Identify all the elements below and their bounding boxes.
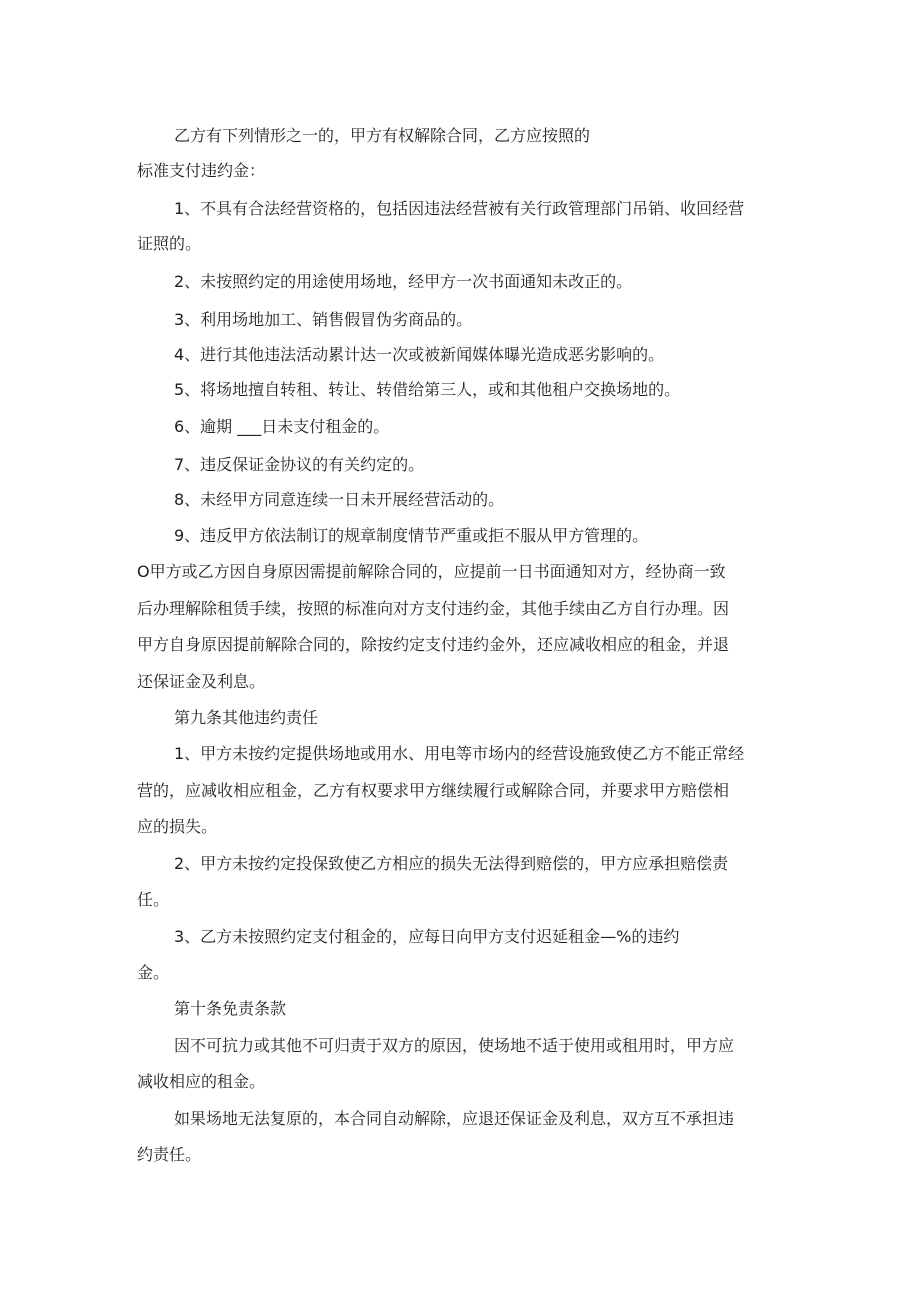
text-line: 1、甲方未按约定提供场地或用水、用电等市场内的经营设施致使乙方不能正常经 [174, 744, 745, 763]
text-line: 3、乙方未按照约定支付租金的，应每日向甲方支付迟延租金—%的违约 [174, 927, 680, 946]
text-line: 8、未经甲方同意连续一日未开展经营活动的。 [174, 490, 505, 509]
section-heading: 第九条其他违约责任 [174, 708, 319, 727]
text-line: 2、未按照约定的用途使用场地，经甲方一次书面通知未改正的。 [174, 272, 633, 291]
text-line: 4、进行其他违法活动累计达一次或被新闻媒体曝光造成恶劣影响的。 [174, 345, 665, 364]
text-line: 因不可抗力或其他不可归责于双方的原因，使场地不适于使用或租用时，甲方应 [174, 1036, 735, 1055]
text-line: 金。 [137, 963, 170, 982]
text-line: 应的损失。 [137, 817, 218, 836]
text-line: 证照的。 [137, 234, 202, 253]
text-line: 6、逾期 ___日未支付租金的。 [174, 417, 390, 436]
text-line: 如果场地无法复原的，本合同自动解除，应退还保证金及利息，双方互不承担违 [174, 1109, 735, 1128]
text-line: 2、甲方未按约定投保致使乙方相应的损失无法得到赔偿的，甲方应承担赔偿责 [174, 854, 729, 873]
text-line: 7、违反保证金协议的有关约定的。 [174, 455, 425, 474]
text-line: 3、利用场地加工、销售假冒伪劣商品的。 [174, 310, 473, 329]
section-heading: 第十条免责条款 [174, 999, 287, 1018]
text-line: 任。 [137, 890, 170, 909]
text-line: 约责任。 [137, 1145, 202, 1164]
text-line: 后办理解除租赁手续，按照的标准向对方支付违约金，其他手续由乙方自行办理。因 [137, 599, 730, 618]
text-line: 标准支付违约金： [137, 161, 266, 180]
text-line: 甲方自身原因提前解除合同的，除按约定支付违约金外，还应减收相应的租金，并退 [137, 635, 730, 654]
text-line: 1、不具有合法经营资格的，包括因违法经营被有关行政管理部门吊销、收回经营 [174, 199, 745, 218]
text-line: 还保证金及利息。 [137, 672, 266, 691]
text-line: O甲方或乙方因自身原因需提前解除合同的，应提前一日书面通知对方，经协商一致 [137, 562, 726, 581]
text-line: 9、违反甲方依法制订的规章制度情节严重或拒不服从甲方管理的。 [174, 526, 649, 545]
text-line: 减收相应的租金。 [137, 1072, 266, 1091]
text-line: 营的，应减收相应租金，乙方有权要求甲方继续履行或解除合同，并要求甲方赔偿相 [137, 781, 730, 800]
text-line: 5、将场地擅自转租、转让、转借给第三人，或和其他租户交换场地的。 [174, 380, 681, 399]
text-line: 乙方有下列情形之一的，甲方有权解除合同，乙方应按照的 [174, 126, 591, 145]
